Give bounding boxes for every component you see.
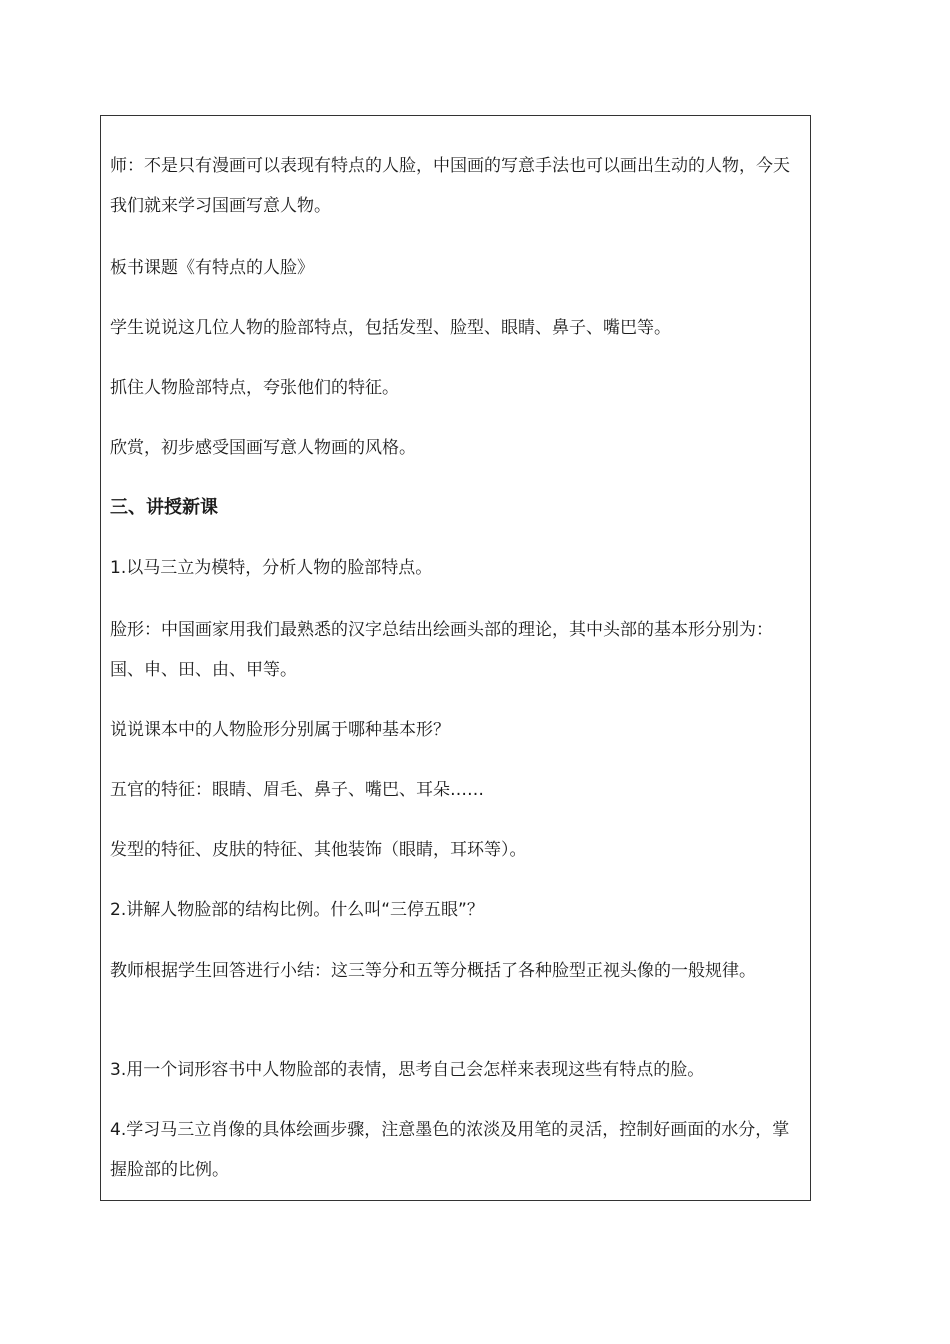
paragraph-teacher-intro: 师：不是只有漫画可以表现有特点的人脸，中国画的写意手法也可以画出生动的人物，今天我们就来学习国画写意人物。 (110, 156, 790, 216)
paragraph-appreciate: 欣赏，初步感受国画写意人物画的风格。 (110, 438, 416, 458)
paragraph-step-2: 2.讲解人物脸部的结构比例。什么叫“三停五眼”？ (110, 900, 484, 920)
paragraph-summary: 教师根据学生回答进行小结：这三等分和五等分概括了各种脸型正视头像的一般规律。 (110, 961, 756, 981)
paragraph-hair-skin: 发型的特征、皮肤的特征、其他装饰（眼睛，耳环等）。 (110, 840, 527, 860)
paragraph-face-shape: 脸形：中国画家用我们最熟悉的汉字总结出绘画头部的理论，其中头部的基本形分别为：国、申、田、由、甲等。 (110, 620, 773, 680)
paragraph-student-discuss: 学生说说这几位人物的脸部特点，包括发型、脸型、眼睛、鼻子、嘴巴等。 (110, 318, 671, 338)
paragraph-board-title: 板书课题《有特点的人脸》 (110, 258, 314, 278)
paragraph-question-shape: 说说课本中的人物脸形分别属于哪种基本形？ (110, 720, 450, 740)
paragraph-step-3: 3.用一个词形容书中人物脸部的表情，思考自己会怎样来表现这些有特点的脸。 (110, 1060, 705, 1080)
section-heading: 三、讲授新课 (110, 497, 218, 518)
paragraph-step-4: 4.学习马三立肖像的具体绘画步骤，注意墨色的浓淡及用笔的灵活，控制好画面的水分，掌握脸部的比例。 (110, 1120, 790, 1180)
paragraph-step-1: 1.以马三立为模特，分析人物的脸部特点。 (110, 558, 433, 578)
paragraph-exaggerate: 抓住人物脸部特点，夸张他们的特征。 (110, 378, 399, 398)
paragraph-features: 五官的特征：眼睛、眉毛、鼻子、嘴巴、耳朵…… (110, 780, 484, 800)
